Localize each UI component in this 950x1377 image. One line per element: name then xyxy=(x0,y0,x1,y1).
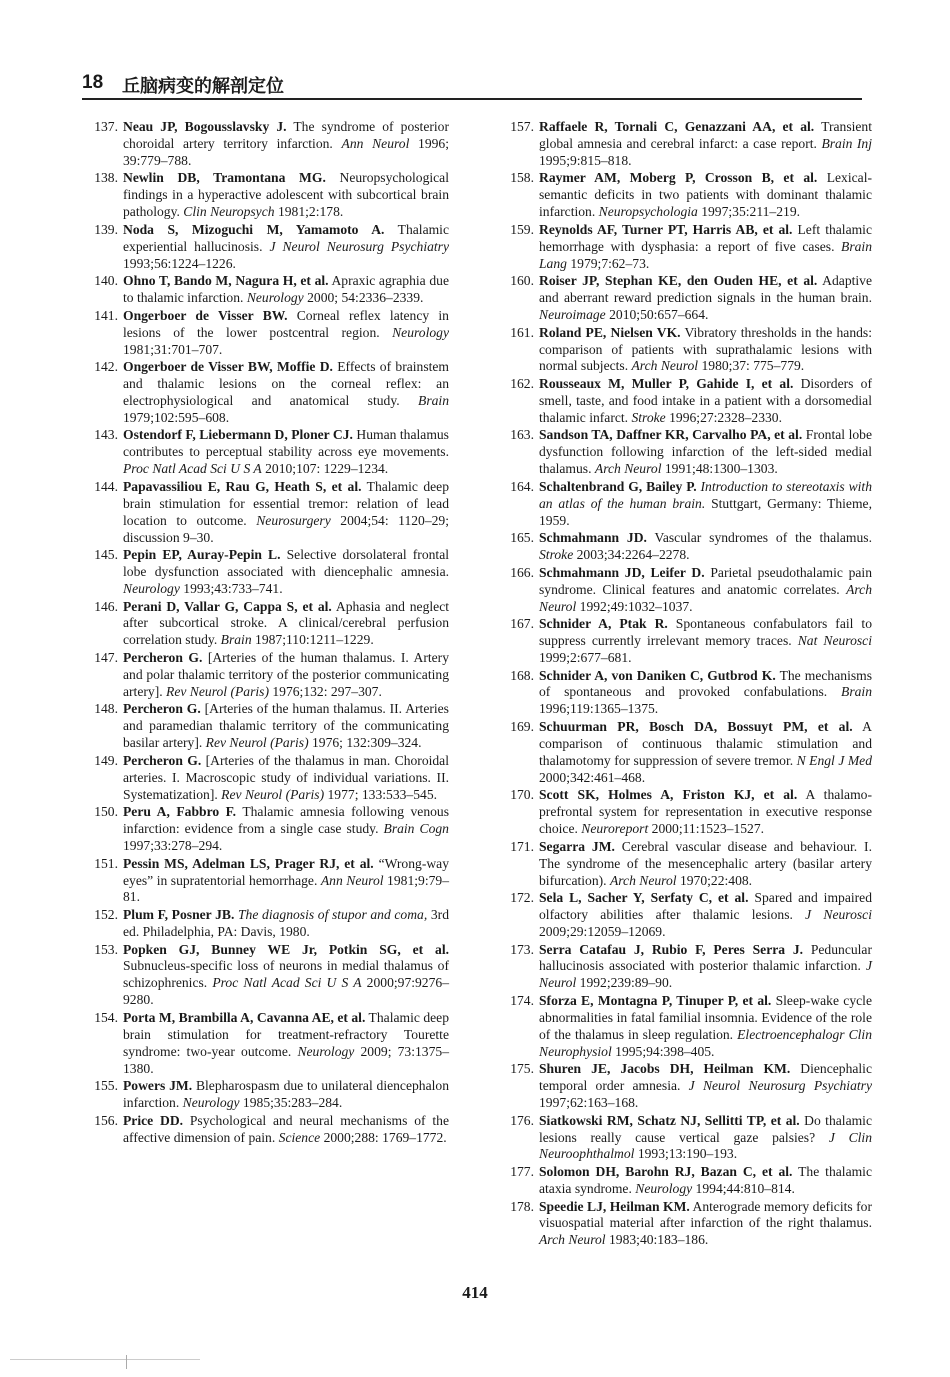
reference-citation: 1993;56:1224–1226. xyxy=(123,255,236,271)
reference-authors: Raymer AM, Moberg P, Crosson B, et al. xyxy=(539,170,818,186)
reference-journal: Neurology xyxy=(123,580,180,596)
reference-authors: Schnider A, Ptak R. xyxy=(539,616,668,632)
reference-entry xyxy=(500,565,872,616)
reference-title: Frontal lobe dysfunction following infarction of the left-sided medial thalamus. xyxy=(539,427,872,477)
reference-citation: 2000;11:1523–1527. xyxy=(648,821,765,837)
reference-citation: 1979;102:595–608. xyxy=(123,409,230,425)
reference-entry xyxy=(500,222,872,273)
reference-number: 141. xyxy=(94,307,118,323)
reference-number: 165. xyxy=(510,530,534,546)
reference-citation: 1996;119:1365–1375. xyxy=(539,701,659,717)
reference-number: 153. xyxy=(94,941,118,957)
reference-citation: 1997;33:278–294. xyxy=(123,838,223,853)
reference-entry xyxy=(500,942,872,993)
reference-citation: 1996; 39:779–788. xyxy=(123,135,449,168)
reference-title: Do thalamic lesions really cause vertical gaze palsies? xyxy=(539,1112,872,1145)
reference-authors: Porta M, Brambilla A, Cavanna AE, et al. xyxy=(123,1009,366,1025)
reference-title: Subnucleus-specific loss of neurons in medial thalamus of schizophrenics. xyxy=(123,958,449,991)
reference-entry xyxy=(500,993,872,1061)
reference-number: 172. xyxy=(510,890,534,906)
reference-journal: Neurology xyxy=(246,290,304,306)
header-page-label: 18 xyxy=(82,72,104,93)
reference-journal: Brain Inj xyxy=(821,135,873,151)
reference-title: The syndrome of posterior choroidal artery territory infarction. xyxy=(123,119,449,151)
reference-journal: Introduction to stereotaxis with an atlas of the human brain. xyxy=(539,478,872,511)
reference-entry xyxy=(500,787,872,838)
reference-title: The mechanisms of spontaneous and provoked confabulations. xyxy=(539,667,872,700)
reference-citation: 2000;97:9276–9280. xyxy=(123,975,449,1008)
reference-number: 150. xyxy=(94,804,118,820)
reference-citation: 1997;35:211–219. xyxy=(697,204,801,220)
reference-authors: Rousseaux M, Muller P, Gahide I, et al. xyxy=(539,376,794,392)
reference-journal: Clin Neuropsych xyxy=(183,204,275,220)
reference-journal: J Clin Neuroophthalmol xyxy=(539,1129,873,1162)
reference-entry xyxy=(500,119,872,170)
reference-entry xyxy=(500,273,872,324)
reference-authors: Reynolds AF, Turner PT, Harris AB, et al. xyxy=(539,221,793,237)
reference-citation: 1983;40:183–186. xyxy=(605,1232,709,1248)
reference-number: 148. xyxy=(94,701,118,717)
reference-title: Sleep-wake cycle abnormalities in fatal familial insomnia. Evidence of the role of the thalamus in sleep regulation. xyxy=(539,992,872,1042)
reference-journal: Arch Neurol xyxy=(539,581,872,614)
reference-journal: J Neurol xyxy=(539,958,872,991)
reference-journal: J Neurol Neurosurg Psychiatry xyxy=(269,238,449,254)
reference-number: 168. xyxy=(510,667,534,683)
reference-number: 166. xyxy=(510,564,534,580)
reference-journal: Rev Neurol (Paris) xyxy=(166,683,269,699)
reference-journal: Neurology xyxy=(297,1043,355,1059)
reference-title: Peduncular hallucinosis associated with posterior thalamic infarction. xyxy=(539,941,872,974)
reference-authors: Percheron G. xyxy=(123,649,203,665)
reference-entry xyxy=(84,273,449,307)
reference-citation: 1970;22:408. xyxy=(676,872,753,888)
reference-journal: Arch Neurol xyxy=(539,1232,606,1248)
reference-entry xyxy=(500,479,872,530)
reference-title: [Arteries of the thalamus in man. Choroidal arteries. I. Macroscopic study of individual variations. II. Systematization]. xyxy=(123,752,449,802)
reference-authors: Sforza E, Montagna P, Tinuper P, et al. xyxy=(539,992,772,1008)
reference-citation: 1987;110:1211–1229. xyxy=(251,632,374,648)
reference-entry xyxy=(84,753,449,804)
reference-title: Corneal reflex latency in lesions of the lower postcentral region. xyxy=(123,307,449,340)
reference-journal: Stroke xyxy=(539,547,574,563)
reference-title: A comparison of continuous thalamic stimulation and thalamotomy for suppression of severe tremor. xyxy=(539,718,872,768)
reference-entry xyxy=(84,1010,449,1078)
reference-entry xyxy=(500,719,872,787)
reference-citation: 1991;48:1300–1303. xyxy=(661,461,778,477)
reference-entry xyxy=(84,547,449,598)
reference-number: 173. xyxy=(510,941,534,957)
reference-title: Effects of brainstem and thalamic lesions on the corneal reflex: an electrophysiological and anatomical study. xyxy=(123,359,449,408)
reference-title: Diencephalic temporal order amnesia. xyxy=(539,1061,872,1094)
reference-citation: 2004;54: 1120–29; discussion 9–30. xyxy=(123,512,450,545)
header-rule xyxy=(82,98,862,100)
reference-entry xyxy=(500,1199,872,1250)
reference-number: 142. xyxy=(94,359,118,375)
reference-entry xyxy=(500,530,872,564)
reference-authors: Popken GJ, Bunney WE Jr, Potkin SG, et al. xyxy=(123,941,449,957)
reference-citation: 2010;107: 1229–1234. xyxy=(261,461,389,477)
reference-number: 139. xyxy=(94,221,118,237)
reference-column-right xyxy=(500,119,872,1250)
reference-citation: 1985;35:283–284. xyxy=(239,1095,343,1111)
reference-title: Parietal pseudothalamic pain syndrome. Clinical features and anatomic correlates. xyxy=(539,564,872,597)
reference-journal: Neurosurgery xyxy=(256,512,331,528)
reference-authors: Raffaele R, Tornali C, Genazzani AA, et al. xyxy=(539,119,815,134)
reference-authors: Schaltenbrand G, Bailey P. xyxy=(539,478,697,494)
reference-citation: Stuttgart, Germany: Thieme, 1959. xyxy=(539,495,872,528)
reference-authors: Plum F, Posner JB. xyxy=(123,907,235,922)
reference-journal: Arch Neurol xyxy=(594,461,662,477)
reference-journal: Ann Neurol xyxy=(341,135,410,151)
reference-authors: Powers JM. xyxy=(123,1078,193,1094)
reference-citation: 1996;27:2328–2330. xyxy=(665,409,783,425)
reference-citation: 2009; 73:1375–1380. xyxy=(123,1043,449,1076)
reference-entry xyxy=(500,170,872,221)
reference-authors: Pepin EP, Auray-Pepin L. xyxy=(123,547,281,563)
reference-journal: Arch Neurol xyxy=(631,358,699,374)
reference-title: Psychological and neural mechanisms of the affective dimension of pain. xyxy=(123,1112,449,1145)
reference-entry xyxy=(84,359,449,427)
reference-citation: 1997;62:163–168. xyxy=(539,1095,639,1111)
reference-entry xyxy=(500,839,872,890)
reference-entry xyxy=(84,119,449,170)
reference-journal: Nat Neurosci xyxy=(797,633,872,649)
reference-journal: Proc Natl Acad Sci U S A xyxy=(212,975,362,991)
reference-authors: Ongerboer de Visser BW, Moffie D. xyxy=(123,359,333,375)
reference-number: 140. xyxy=(94,273,118,289)
reference-authors: Roland PE, Nielsen VK. xyxy=(539,324,681,340)
reference-journal: Electroencephalogr Clin Neurophysiol xyxy=(539,1026,872,1059)
footer-mark xyxy=(126,1355,127,1369)
reference-title: [Arteries of the human thalamus. I. Artery and polar thalamic territory of the posterior communicating artery]. xyxy=(123,649,449,699)
reference-authors: Schmahmann JD. xyxy=(539,530,647,546)
reference-citation: 1994;44:810–814. xyxy=(692,1180,795,1196)
reference-number: 161. xyxy=(510,324,534,340)
reference-journal: Ann Neurol xyxy=(320,872,384,888)
reference-citation: 1977; 133:533–545. xyxy=(324,786,438,802)
reference-journal: Proc Natl Acad Sci U S A xyxy=(123,461,262,477)
reference-title: Human thalamus contributes to perceptual stability across eye movements. xyxy=(123,427,449,460)
reference-number: 145. xyxy=(94,547,118,563)
reference-entry xyxy=(500,427,872,478)
reference-journal: Brain xyxy=(220,632,252,648)
reference-title: Adaptive and aberrant reward prediction signals in the human brain. xyxy=(539,273,873,306)
reference-citation: 2000;288: 1769–1772. xyxy=(320,1129,447,1145)
reference-number: 143. xyxy=(94,427,118,443)
chapter-title: 丘脑病变的解剖定位 xyxy=(122,76,284,97)
reference-title: Lexical-semantic deficits in two patients with dominant thalamic infarction. xyxy=(539,170,873,220)
reference-number: 164. xyxy=(510,478,534,494)
reference-entry xyxy=(500,890,872,941)
reference-number: 157. xyxy=(510,119,534,134)
reference-number: 167. xyxy=(510,616,534,632)
reference-authors: Percheron G. xyxy=(123,752,202,768)
reference-entry xyxy=(84,170,449,221)
reference-journal: Rev Neurol (Paris) xyxy=(221,786,325,802)
reference-authors: Neau JP, Bogousslavsky J. xyxy=(123,119,287,134)
reference-authors: Sela L, Sacher Y, Serfaty C, et al. xyxy=(539,890,749,906)
reference-journal: Neuroimage xyxy=(539,307,606,323)
reference-number: 154. xyxy=(94,1009,118,1025)
page-header xyxy=(82,70,862,100)
reference-number: 158. xyxy=(510,170,534,186)
reference-title: Thalamic experiential hallucinosis. xyxy=(123,221,449,254)
reference-number: 163. xyxy=(510,427,534,443)
reference-number: 144. xyxy=(94,478,118,494)
reference-citation: 1980;37: 775–779. xyxy=(698,358,805,374)
reference-journal: N Engl J Med xyxy=(796,752,872,768)
reference-title: Aphasia and neglect after subcortical stroke. A clinical/cerebral perfusion correlation study. xyxy=(123,598,450,648)
reference-entry xyxy=(84,804,449,855)
reference-citation: 1976;132: 297–307. xyxy=(268,683,382,699)
reference-number: 175. xyxy=(510,1061,534,1077)
reference-journal: Rev Neurol (Paris) xyxy=(205,735,309,751)
reference-journal: J Neurol Neurosurg Psychiatry xyxy=(688,1078,872,1094)
reference-number: 178. xyxy=(510,1198,534,1214)
reference-title: “Wrong-way eyes” in supratentorial hemorrhage. xyxy=(123,855,450,888)
reference-citation: 1993;13:190–193. xyxy=(634,1146,738,1162)
reference-journal: Brain Lang xyxy=(539,238,872,271)
reference-citation: 1999;2:677–681. xyxy=(539,649,632,665)
reference-entry xyxy=(84,427,449,478)
reference-journal: J Neurosci xyxy=(805,907,872,922)
reference-title: A thalamo-prefrontal system for representation in executive response choice. xyxy=(539,787,872,837)
footer-rule xyxy=(10,1359,200,1360)
reference-title: Blepharospasm due to unilateral diencephalon infarction. xyxy=(123,1078,449,1111)
reference-citation: 1981;31:701–707. xyxy=(123,341,223,357)
reference-authors: Peru A, Fabbro F. xyxy=(123,804,237,820)
reference-entry xyxy=(500,1113,872,1164)
reference-journal: Neurology xyxy=(635,1180,693,1196)
reference-title: Thalamic deep brain stimulation for essential tremor: relation of lead location to outcome. xyxy=(123,478,450,528)
reference-citation: 1992;239:89–90. xyxy=(576,975,673,991)
reference-citation: 1992;49:1032–1037. xyxy=(576,598,693,614)
reference-title: Disorders of smell, taste, and food intake in a patient with a dorsomedial thalamic infarct. xyxy=(539,376,872,425)
reference-authors: Price DD. xyxy=(123,1112,184,1128)
reference-number: 162. xyxy=(510,376,534,392)
reference-citation: 2003;34:2264–2278. xyxy=(573,547,690,563)
reference-title: Left thalamic hemorrhage with dysphasia: a report of five cases. xyxy=(539,221,872,254)
reference-title: Spared and impaired olfactory abilities after thalamic lesions. xyxy=(539,890,872,922)
reference-number: 177. xyxy=(510,1164,534,1180)
reference-journal: Brain Cogn xyxy=(383,821,449,837)
reference-entry xyxy=(500,325,872,376)
reference-entry xyxy=(84,599,449,650)
reference-number: 151. xyxy=(94,855,118,871)
reference-journal: The diagnosis of stupor and coma, xyxy=(238,907,428,922)
reference-number: 138. xyxy=(94,170,118,186)
reference-authors: Papavassiliou E, Rau G, Heath S, et al. xyxy=(123,478,362,494)
reference-title: Transient global amnesia and cerebral infarct: a case report. xyxy=(539,119,872,151)
reference-authors: Ohno T, Bando M, Nagura H, et al. xyxy=(123,273,329,289)
reference-title: Anterograde memory deficits for visuospatial material after infarction of the right thalamus. xyxy=(539,1198,872,1231)
reference-entry xyxy=(500,376,872,427)
reference-citation: 2010;50:657–664. xyxy=(605,307,709,323)
reference-journal: Brain xyxy=(418,392,449,408)
reference-authors: Pessin MS, Adelman LS, Prager RJ, et al. xyxy=(123,855,374,871)
reference-number: 174. xyxy=(510,992,534,1008)
reference-title: Vibratory thresholds in the hands: comparison of patients with suprathalamic lesions with normal subjects. xyxy=(539,324,872,374)
reference-entry xyxy=(84,1078,449,1112)
reference-title: The thalamic ataxia syndrome. xyxy=(539,1164,872,1196)
reference-title: Selective dorsolateral frontal lobe dysfunction associated with diencephalic amnesia. xyxy=(123,547,450,580)
reference-title: Neuropsychological findings in a hyperactive adolescent with subcortical brain pathology. xyxy=(123,170,449,220)
reference-authors: Newlin DB, Tramontana MG. xyxy=(123,170,326,186)
reference-entry xyxy=(84,479,449,547)
reference-authors: Ongerboer de Visser BW. xyxy=(123,307,288,323)
reference-authors: Solomon DH, Barohn RJ, Bazan C, et al. xyxy=(539,1164,793,1180)
reference-entry xyxy=(84,907,449,941)
reference-authors: Siatkowski RM, Schatz NJ, Sellitti TP, et al. xyxy=(539,1112,800,1128)
reference-authors: Segarra JM. xyxy=(539,838,615,854)
reference-journal: Brain xyxy=(841,684,872,700)
reference-authors: Perani D, Vallar G, Cappa S, et al. xyxy=(123,598,332,614)
reference-title: Spontaneous confabulators fail to suppress currently irrelevant memory traces. xyxy=(539,616,873,649)
reference-entry xyxy=(500,668,872,719)
reference-number: 152. xyxy=(94,907,118,922)
reference-entry xyxy=(84,1113,449,1147)
reference-journal: Neuropsychologia xyxy=(598,204,698,220)
reference-entry xyxy=(84,222,449,273)
reference-number: 146. xyxy=(94,598,118,614)
reference-citation: 2000; 54:2336–2339. xyxy=(303,290,424,306)
reference-entry xyxy=(500,1164,872,1198)
reference-column-left xyxy=(84,119,449,1147)
reference-authors: Sandson TA, Daffner KR, Carvalho PA, et al. xyxy=(539,427,803,443)
reference-journal: Neuroreport xyxy=(581,821,649,837)
reference-authors: Noda S, Mizoguchi M, Yamamoto A. xyxy=(123,221,385,237)
reference-entry xyxy=(84,942,449,1010)
reference-authors: Schmahmann JD, Leifer D. xyxy=(539,564,705,580)
reference-entry xyxy=(84,650,449,701)
reference-entry xyxy=(84,701,449,752)
reference-citation: 2000;342:461–468. xyxy=(539,769,646,785)
reference-authors: Roiser JP, Stephan KE, den Ouden HE, et al. xyxy=(539,273,818,289)
reference-title: Thalamic amnesia following venous infarction: evidence from a single case study. xyxy=(123,804,449,837)
reference-authors: Schuurman PR, Bosch DA, Bossuyt PM, et al. xyxy=(539,718,853,734)
reference-authors: Scott SK, Holmes A, Friston KJ, et al. xyxy=(539,787,798,803)
reference-authors: Speedie LJ, Heilman KM. xyxy=(539,1198,690,1214)
reference-title: Thalamic deep brain stimulation for treatment-refractory Tourette syndrome: two-year outcome. xyxy=(123,1009,449,1059)
reference-journal: Neurology xyxy=(182,1095,240,1111)
reference-citation: 3rd ed. Philadelphia, PA: Davis, 1980. xyxy=(123,907,449,939)
reference-title: Cerebral vascular disease and behaviour. I. The syndrome of the mesencephalic artery (basilar artery bifurcation). xyxy=(539,838,872,888)
reference-number: 149. xyxy=(94,752,118,768)
reference-citation: 1993;43:733–741. xyxy=(179,580,283,596)
reference-title: Apraxic agraphia due to thalamic infarction. xyxy=(123,273,449,306)
reference-number: 160. xyxy=(510,273,534,289)
reference-journal: Neurology xyxy=(392,324,449,340)
reference-journal: Science xyxy=(278,1129,321,1145)
reference-number: 176. xyxy=(510,1112,534,1128)
reference-authors: Shuren JE, Jacobs DH, Heilman KM. xyxy=(539,1061,791,1077)
reference-citation: 1979;7:62–73. xyxy=(566,255,650,271)
reference-number: 137. xyxy=(94,119,118,134)
reference-authors: Serra Catafau J, Rubio F, Peres Serra J. xyxy=(539,941,804,957)
reference-citation: 1995;94:398–405. xyxy=(611,1043,715,1059)
reference-number: 169. xyxy=(510,718,534,734)
reference-entry xyxy=(500,1061,872,1112)
reference-authors: Schnider A, von Daniken C, Gutbrod K. xyxy=(539,667,776,683)
reference-number: 147. xyxy=(94,649,118,665)
reference-number: 159. xyxy=(510,221,534,237)
reference-citation: 1981;2:178. xyxy=(274,204,344,220)
reference-citation: 2009;29:12059–12069. xyxy=(539,923,666,939)
reference-journal: Arch Neurol xyxy=(609,872,677,888)
reference-title: [Arteries of the human thalamus. II. Arteries and paramedian thalamic territory of the communicating basilar artery]. xyxy=(123,701,449,751)
reference-citation: 1981;9:79–81. xyxy=(123,872,449,905)
reference-citation: 1995;9:815–818. xyxy=(539,152,632,168)
reference-number: 156. xyxy=(94,1112,118,1128)
reference-entry xyxy=(84,856,449,907)
reference-authors: Percheron G. xyxy=(123,701,201,717)
reference-title: Vascular syndromes of the thalamus. xyxy=(646,530,872,546)
reference-entry xyxy=(500,616,872,667)
page-number: 414 xyxy=(462,1283,488,1302)
reference-number: 170. xyxy=(510,787,534,803)
reference-entry xyxy=(84,308,449,359)
reference-number: 155. xyxy=(94,1078,118,1094)
reference-authors: Ostendorf F, Liebermann D, Ploner CJ. xyxy=(123,427,353,443)
reference-citation: 1976; 132:309–324. xyxy=(308,735,422,751)
reference-number: 171. xyxy=(510,838,534,854)
reference-journal: Stroke xyxy=(631,409,666,425)
